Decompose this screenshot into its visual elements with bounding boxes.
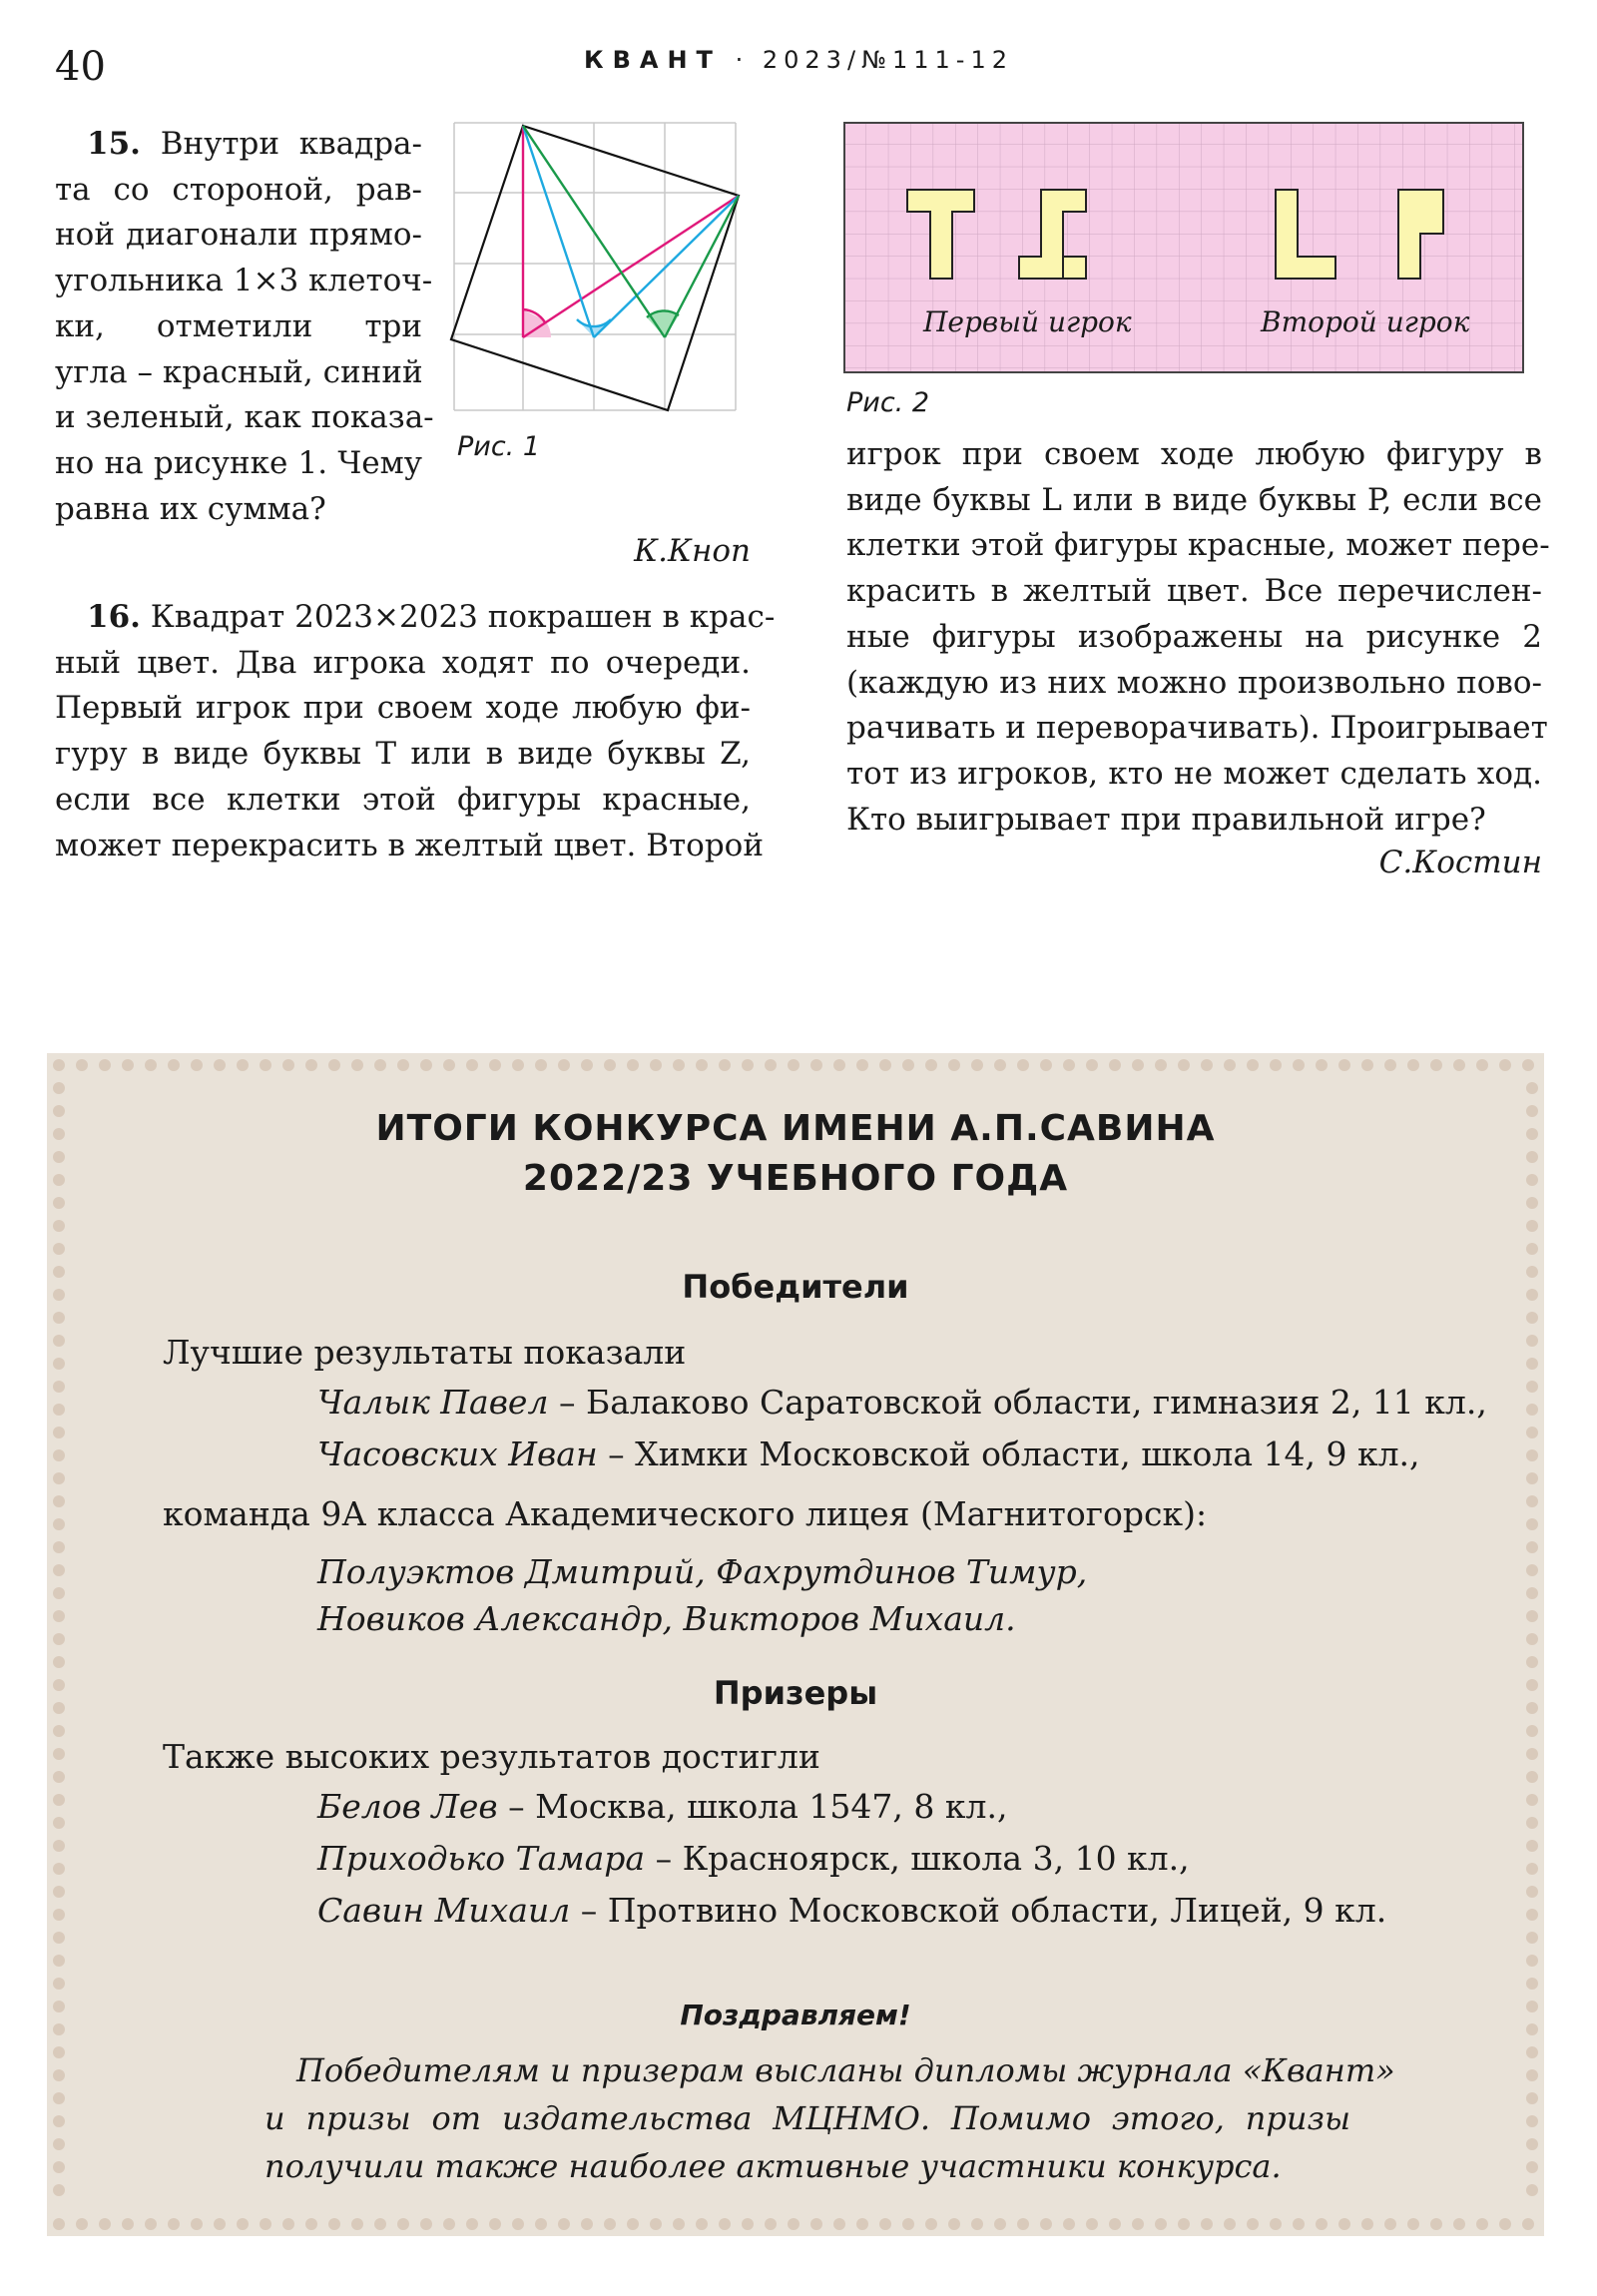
problem-16-line: клетки этой фигуры красные, может пере- <box>846 527 1550 564</box>
prize-heading: Призеры <box>713 1674 878 1712</box>
winner-info: – Балаково Саратовской области, гимназия 2, 11 кл., <box>548 1383 1487 1422</box>
problem-16-line: ные фигуры изображены на рисунке 2 <box>846 618 1542 655</box>
problem-15-line: угольника 1×3 клеточ- <box>55 263 433 299</box>
congrats-line: и призы от издательства МЦНМО. Помимо этого, призы <box>265 2099 1350 2137</box>
prizewinner-info: – Красноярск, школа 3, 10 кл., <box>645 1839 1190 1878</box>
problem-15-line: ной диагонали прямо- <box>55 217 422 254</box>
team-members: Полуэктов Дмитрий, Фахрутдинов Тимур, <box>317 1552 1088 1591</box>
congrats-line: Победителям и призерам высланы дипломы журнала «Квант» <box>296 2051 1395 2089</box>
problem-15-line: 15. Внутри квадра- <box>87 126 422 162</box>
running-header <box>0 46 1597 74</box>
winners-heading: Победители <box>682 1268 909 1306</box>
problem-16-author: С.Костин <box>1378 845 1542 880</box>
page-number: 40 <box>55 44 106 90</box>
problem-15-author: К.Кноп <box>634 533 751 569</box>
results-title-line-1: ИТОГИ КОНКУРСА ИМЕНИ А.П.САВИНА <box>375 1108 1216 1149</box>
problem-15-line: та со стороной, рав- <box>55 171 422 208</box>
problem-16-line: Кто выигрывает при правильной игре? <box>846 801 1486 838</box>
problem-16-line: (каждую из них можно произвольно пово- <box>846 664 1542 701</box>
winner-entry <box>317 1435 1420 1473</box>
first-player-label: Первый игрок <box>923 305 1132 338</box>
results-title-line-2: 2022/23 УЧЕБНОГО ГОДА <box>522 1158 1069 1199</box>
winners-intro: Лучшие результаты показали <box>163 1333 687 1372</box>
red-lines <box>523 126 739 337</box>
problem-16-line: рачивать и переворачивать). Проигрывает <box>846 710 1548 747</box>
figure-2-caption: Рис. 2 <box>846 387 930 418</box>
problem-15-line: но на рисунке 1. Чему <box>55 444 422 481</box>
problem-16-line: игрок при своем ходе любую фигуру в <box>846 436 1542 472</box>
prizewinner-info: – Протвино Московской области, Лицей, 9 кл. <box>570 1891 1387 1930</box>
green-lines <box>523 126 739 337</box>
figure-1-square <box>451 126 739 410</box>
problem-16-line: тот из игроков, кто не может сделать ход. <box>846 755 1542 792</box>
congrats-text <box>265 2046 1395 2190</box>
winner-name: Часовских Иван <box>317 1435 598 1473</box>
problem-15-line: угла – красный, синий <box>55 353 423 390</box>
blue-lines <box>523 126 739 337</box>
winner-name: Чалык Павел <box>317 1383 549 1422</box>
problem-16-line: ный цвет. Два игрока ходят по очереди. <box>55 644 751 681</box>
problem-16-line: 16. Квадрат 2023×2023 покрашен в крас- <box>87 599 776 635</box>
problem-16-line: может перекрасить в желтый цвет. Второй <box>55 827 765 863</box>
figure-1-grid <box>454 123 736 410</box>
problem-16-text-right <box>846 432 1550 843</box>
problem-15-line: и зеленый, как показа- <box>55 399 434 436</box>
prizewinner-name: Савин Михаил <box>317 1891 571 1930</box>
problem-16-line: гуру в виде буквы T или в виде буквы Z, <box>55 736 751 773</box>
prize-intro: Также высоких результатов достигли <box>163 1737 820 1776</box>
team-members: Новиков Александр, Викторов Михаил. <box>317 1599 1016 1638</box>
figure-1-diagram <box>439 118 759 437</box>
prizewinner-entry <box>317 1787 1007 1826</box>
problem-15-text <box>55 122 434 532</box>
problem-15-line: равна их сумма? <box>55 490 326 527</box>
prizewinner-entry <box>317 1839 1190 1878</box>
figure-1-caption: Рис. 1 <box>457 431 541 462</box>
prizewinner-name: Белов Лев <box>317 1787 498 1826</box>
problem-16-text-left <box>55 595 776 868</box>
prizewinner-info: – Москва, школа 1547, 8 кл., <box>497 1787 1008 1826</box>
second-player-label: Второй игрок <box>1261 305 1470 338</box>
issue-number: 2023/№111-12 <box>762 46 1013 74</box>
header-separator: · <box>735 46 750 74</box>
problem-16-line: если все клетки этой фигуры красные, <box>55 781 751 818</box>
problem-16-line: красить в желтый цвет. Все перечислен- <box>846 573 1542 610</box>
winner-entry <box>317 1383 1487 1422</box>
congrats-heading: Поздравляем! <box>680 1999 911 2031</box>
problem-16-line: Первый игрок при своем ходе любую фи- <box>55 690 751 727</box>
congrats-line: получили также наиболее активные участники конкурса. <box>265 2147 1282 2185</box>
prizewinner-name: Приходько Тамара <box>317 1839 646 1878</box>
team-intro: команда 9А класса Академического лицея (Магнитогорск): <box>163 1494 1208 1533</box>
problem-number: 15. <box>87 126 141 162</box>
journal-name: КВАНТ <box>583 46 722 74</box>
problem-16-line: виде буквы L или в виде буквы P, если все <box>846 481 1542 518</box>
problem-15-line: ки, отметили три <box>55 307 422 344</box>
prizewinner-entry <box>317 1891 1386 1930</box>
problem-number: 16. <box>87 599 141 635</box>
winner-info: – Химки Московской области, школа 14, 9 кл., <box>597 1435 1420 1473</box>
